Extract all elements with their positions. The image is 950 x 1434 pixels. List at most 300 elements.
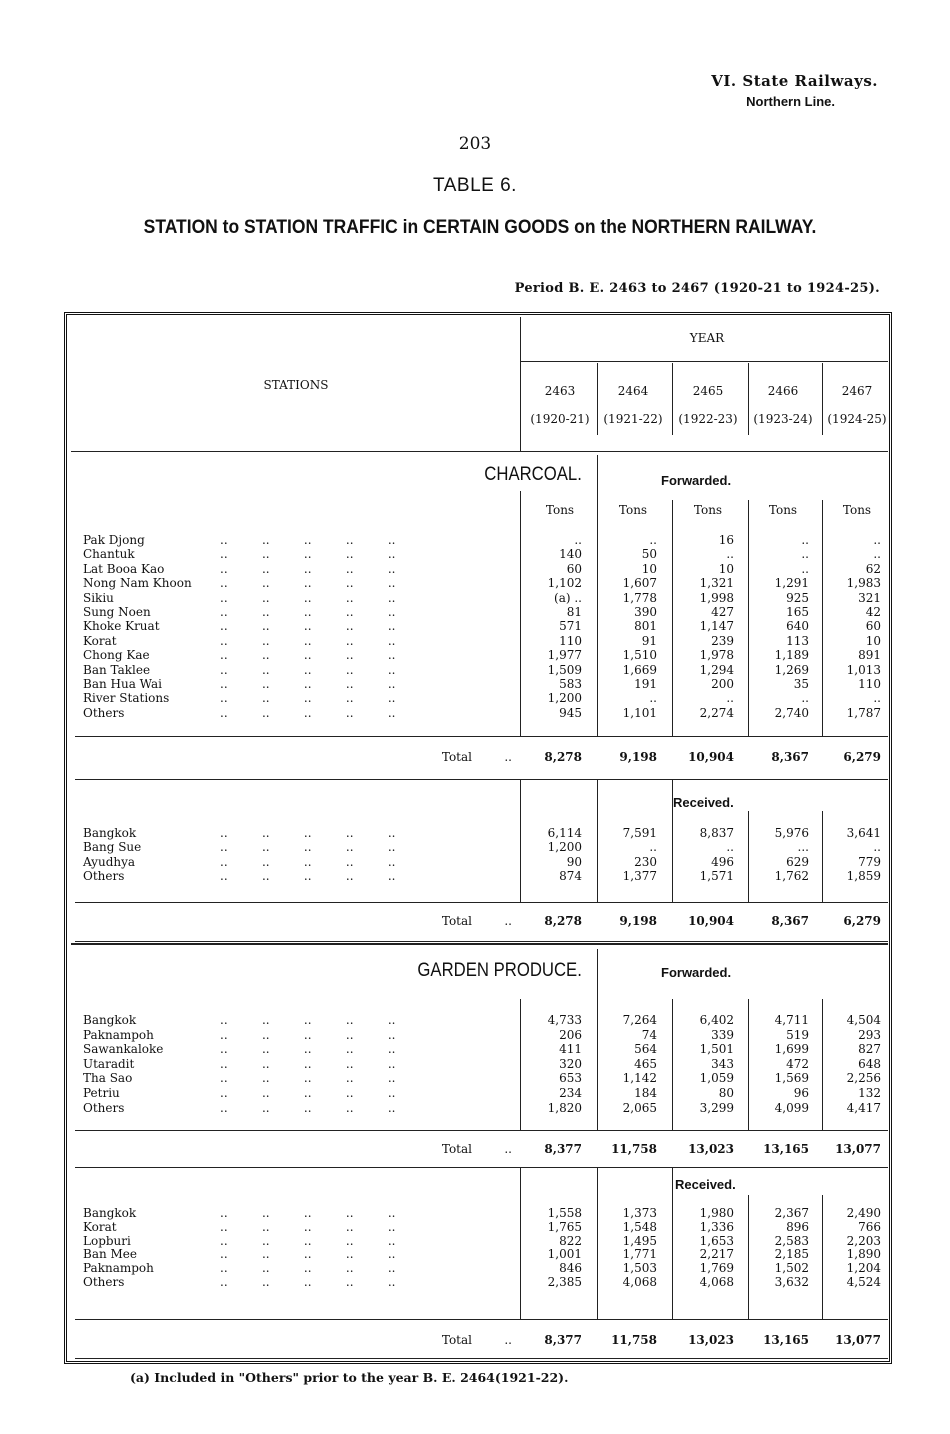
table-cell: .. xyxy=(873,691,881,706)
section-title: CHARCOAL. xyxy=(484,464,582,485)
table-cell: ... xyxy=(797,840,809,855)
column-rule xyxy=(672,779,673,902)
total-cell: 8,367 xyxy=(771,914,809,928)
leader-dots: .. .. .. .. .. xyxy=(220,705,396,720)
table-cell: 239 xyxy=(711,633,734,648)
table-cell: 50 xyxy=(641,547,657,562)
table-cell: 648 xyxy=(858,1056,881,1071)
year-divider xyxy=(822,363,823,435)
station-name: Ayudhya xyxy=(83,854,136,869)
table-cell: 1,778 xyxy=(622,590,657,605)
year-rule xyxy=(520,361,888,362)
table-cell: 1,294 xyxy=(699,662,734,677)
table-cell: 801 xyxy=(634,619,657,634)
section-rule xyxy=(71,943,888,945)
station-name: Chong Kae xyxy=(83,648,150,663)
table-cell: 846 xyxy=(559,1261,582,1276)
table-cell: 472 xyxy=(786,1056,809,1071)
block-kind: Received. xyxy=(673,795,734,810)
total-rule xyxy=(75,1358,888,1359)
total-cell: 11,758 xyxy=(611,1142,657,1156)
table-cell: .. xyxy=(649,533,657,547)
table-cell: 1,101 xyxy=(622,705,657,720)
total-rule xyxy=(75,736,888,737)
leader-dots: .. .. .. .. .. xyxy=(220,691,396,706)
total-label: Total xyxy=(441,750,472,764)
table-cell: 1,336 xyxy=(699,1219,734,1234)
station-name: Sawankaloke xyxy=(83,1042,164,1057)
table-cell: 1,142 xyxy=(622,1071,657,1086)
table-cell: 1,502 xyxy=(774,1261,809,1276)
total-cell: 13,023 xyxy=(688,1333,734,1347)
table-cell: 766 xyxy=(858,1219,881,1234)
stations-label: STATIONS xyxy=(263,378,329,392)
table-cell: 8,837 xyxy=(699,826,734,840)
station-name: Sung Noen xyxy=(83,605,151,619)
year-ad: (1922-23) xyxy=(678,412,738,426)
leader-dots: .. xyxy=(504,1333,512,1347)
station-name: Korat xyxy=(83,1219,117,1234)
total-rule xyxy=(75,902,888,903)
station-name: River Stations xyxy=(83,691,170,706)
year-ad: (1920-21) xyxy=(530,412,590,426)
leader-dots: .. .. .. .. .. xyxy=(220,561,396,576)
table-cell: 1,653 xyxy=(699,1233,734,1248)
table-cell: 891 xyxy=(858,648,881,663)
station-name: Sikiu xyxy=(83,590,114,605)
table-cell: 945 xyxy=(559,705,582,720)
table-cell: 1,771 xyxy=(622,1247,657,1262)
year-ad: (1923-24) xyxy=(753,412,813,426)
table-number: TABLE 6. xyxy=(433,175,517,196)
column-rule xyxy=(520,1167,521,1319)
table-cell: 1,983 xyxy=(846,576,881,591)
station-name: Paknampoh xyxy=(83,1027,154,1042)
table-cell: 1,977 xyxy=(547,648,582,663)
column-rule xyxy=(748,999,749,1130)
table-cell: 564 xyxy=(634,1042,657,1057)
period-label: Period B. E. 2463 to 2467 (1920-21 to 1924-25). xyxy=(514,281,880,296)
table-cell: 925 xyxy=(786,590,809,605)
table-cell: 4,733 xyxy=(547,1013,582,1027)
table-cell: 1,200 xyxy=(547,691,582,706)
table-cell: .. xyxy=(574,533,582,547)
column-rule xyxy=(822,811,823,902)
station-name: Petriu xyxy=(83,1086,120,1100)
table-cell: (a) .. xyxy=(554,590,582,605)
column-rule xyxy=(597,949,598,1001)
station-name: Tha Sao xyxy=(83,1071,133,1086)
total-cell: 8,367 xyxy=(771,750,809,764)
leader-dots: .. xyxy=(504,914,512,928)
station-name: Others xyxy=(83,705,125,720)
table-cell: 6,402 xyxy=(699,1013,734,1027)
table-cell: 200 xyxy=(711,677,734,691)
table-cell: 96 xyxy=(793,1086,809,1100)
table-cell: .. xyxy=(649,840,657,855)
station-name: Lopburi xyxy=(83,1233,131,1248)
table-cell: .. xyxy=(801,547,809,562)
table-cell: 519 xyxy=(786,1027,809,1042)
leader-dots: .. .. .. .. .. xyxy=(220,533,396,547)
leader-dots: .. .. .. .. .. xyxy=(220,677,396,691)
block-kind: Forwarded. xyxy=(661,473,732,488)
column-rule xyxy=(520,779,521,902)
table-cell: 653 xyxy=(559,1071,582,1086)
total-rule xyxy=(75,1167,888,1168)
station-name: Bang Sue xyxy=(83,840,142,855)
year-be: 2463 xyxy=(544,384,576,398)
table-cell: 132 xyxy=(858,1086,881,1100)
table-cell: 465 xyxy=(634,1056,657,1071)
station-name: Nong Nam Khoon xyxy=(83,576,192,591)
table-cell: 60 xyxy=(566,561,582,576)
table-cell: 80 xyxy=(718,1086,734,1100)
table-cell: 1,200 xyxy=(547,840,582,855)
leader-dots: .. .. .. .. .. xyxy=(220,1247,396,1262)
total-cell: 13,165 xyxy=(763,1142,809,1156)
leader-dots: .. .. .. .. .. xyxy=(220,826,396,840)
table-cell: 42 xyxy=(865,605,881,619)
table-cell: 2,740 xyxy=(774,705,809,720)
table-cell: 1,204 xyxy=(846,1261,881,1276)
table-cell: .. xyxy=(726,840,734,855)
leader-dots: .. .. .. .. .. xyxy=(220,1013,396,1027)
table-cell: 4,524 xyxy=(846,1275,881,1289)
leader-dots: .. .. .. .. .. xyxy=(220,619,396,634)
table-cell: 110 xyxy=(559,633,582,648)
table-cell: 4,417 xyxy=(846,1100,881,1115)
total-cell: 10,904 xyxy=(688,750,734,764)
table-cell: 91 xyxy=(641,633,657,648)
table-cell: 1,859 xyxy=(846,869,881,884)
column-rule xyxy=(597,455,598,508)
table-cell: 2,583 xyxy=(774,1233,809,1248)
table-cell: 1,013 xyxy=(846,662,881,677)
total-label: Total xyxy=(441,1333,472,1347)
total-cell: 6,279 xyxy=(843,914,881,928)
year-be: 2464 xyxy=(617,384,649,398)
station-name: Utaradit xyxy=(83,1056,135,1071)
column-rule xyxy=(822,1195,823,1319)
year-divider xyxy=(672,363,673,435)
leader-dots: .. .. .. .. .. xyxy=(220,1086,396,1100)
leader-dots: .. .. .. .. .. xyxy=(220,1100,396,1115)
table-cell: 1,373 xyxy=(622,1206,657,1220)
table-cell: 1,102 xyxy=(547,576,582,591)
table-cell: 779 xyxy=(858,854,881,869)
table-cell: 1,548 xyxy=(622,1219,657,1234)
table-cell: 427 xyxy=(711,605,734,619)
unit-label: Tons xyxy=(545,503,575,517)
table-cell: 874 xyxy=(559,869,582,884)
table-cell: 1,510 xyxy=(622,648,657,663)
year-ad: (1921-22) xyxy=(603,412,663,426)
table-cell: 1,769 xyxy=(699,1261,734,1276)
table-cell: 1,787 xyxy=(846,705,881,720)
table-cell: 1,998 xyxy=(699,590,734,605)
table-cell: 2,367 xyxy=(774,1206,809,1220)
unit-label: Tons xyxy=(693,503,723,517)
table-cell: 1,059 xyxy=(699,1071,734,1086)
leader-dots: .. .. .. .. .. xyxy=(220,1042,396,1057)
year-be: 2465 xyxy=(692,384,724,398)
table-cell: .. xyxy=(873,547,881,562)
leader-dots: .. .. .. .. .. xyxy=(220,1261,396,1276)
traffic-table xyxy=(64,312,892,1364)
table-cell: 2,203 xyxy=(846,1233,881,1248)
table-cell: 390 xyxy=(634,605,657,619)
total-cell: 9,198 xyxy=(619,750,657,764)
total-cell: 11,758 xyxy=(611,1333,657,1347)
table-cell: 10 xyxy=(718,561,734,576)
table-cell: 827 xyxy=(858,1042,881,1057)
page-number: 203 xyxy=(458,134,492,154)
block-kind: Received. xyxy=(675,1177,736,1192)
total-rule xyxy=(75,779,888,780)
table-cell: 1,189 xyxy=(774,648,809,663)
table-cell: 4,504 xyxy=(846,1013,881,1027)
station-name: Others xyxy=(83,1100,125,1115)
table-cell: 1,558 xyxy=(547,1206,582,1220)
leader-dots: .. .. .. .. .. xyxy=(220,662,396,677)
leader-dots: .. xyxy=(504,1142,512,1156)
year-divider xyxy=(597,363,598,435)
table-cell: 62 xyxy=(865,561,881,576)
table-cell: 230 xyxy=(634,854,657,869)
table-cell: .. xyxy=(649,691,657,706)
table-cell: 140 xyxy=(559,547,582,562)
station-name: Ban Mee xyxy=(83,1247,138,1262)
table-cell: 583 xyxy=(559,677,582,691)
table-cell: 35 xyxy=(793,677,809,691)
year-be: 2467 xyxy=(841,384,873,398)
table-cell: 1,503 xyxy=(622,1261,657,1276)
table-cell: 206 xyxy=(559,1027,582,1042)
total-cell: 8,377 xyxy=(544,1333,582,1347)
table-cell: 1,377 xyxy=(622,869,657,884)
footnote: (a) Included in "Others" prior to the year B. E. 2464(1921-22). xyxy=(130,1370,569,1385)
station-name: Chantuk xyxy=(83,547,135,562)
table-cell: 60 xyxy=(865,619,881,634)
table-cell: 4,099 xyxy=(774,1100,809,1115)
total-rule xyxy=(75,941,888,942)
total-label: Total xyxy=(441,914,472,928)
column-rule xyxy=(672,999,673,1130)
table-cell: 1,669 xyxy=(622,662,657,677)
table-cell: 629 xyxy=(786,854,809,869)
table-cell: 1,001 xyxy=(547,1247,582,1262)
station-name: Bangkok xyxy=(83,826,137,840)
leader-dots: .. .. .. .. .. xyxy=(220,1275,396,1289)
leader-dots: .. .. .. .. .. xyxy=(220,1056,396,1071)
table-cell: 4,068 xyxy=(622,1275,657,1289)
total-cell: 13,165 xyxy=(763,1333,809,1347)
column-rule xyxy=(822,999,823,1130)
column-rule xyxy=(597,1001,598,1130)
table-cell: 1,569 xyxy=(774,1071,809,1086)
table-cell: 1,978 xyxy=(699,648,734,663)
table-cell: 2,385 xyxy=(547,1275,582,1289)
table-cell: 2,185 xyxy=(774,1247,809,1262)
table-cell: 1,509 xyxy=(547,662,582,677)
column-rule xyxy=(520,491,521,736)
total-rule xyxy=(75,1319,888,1320)
table-cell: 16 xyxy=(718,533,734,547)
table-cell: 3,632 xyxy=(774,1275,809,1289)
table-cell: 165 xyxy=(786,605,809,619)
station-name: Bangkok xyxy=(83,1013,137,1027)
table-cell: 1,762 xyxy=(774,869,809,884)
table-cell: .. xyxy=(873,840,881,855)
block-kind: Forwarded. xyxy=(661,965,732,980)
header-bottom-rule xyxy=(71,451,888,452)
leader-dots: .. .. .. .. .. xyxy=(220,1219,396,1234)
unit-label: Tons xyxy=(618,503,648,517)
leader-dots: .. .. .. .. .. xyxy=(220,1027,396,1042)
leader-dots: .. .. .. .. .. xyxy=(220,1071,396,1086)
leader-dots: .. .. .. .. .. xyxy=(220,1206,396,1220)
total-cell: 10,904 xyxy=(688,914,734,928)
table-cell: 2,274 xyxy=(699,705,734,720)
table-cell: 184 xyxy=(634,1086,657,1100)
total-cell: 8,278 xyxy=(544,750,582,764)
table-cell: 1,699 xyxy=(774,1042,809,1057)
column-rule xyxy=(597,1167,598,1319)
table-cell: 1,820 xyxy=(547,1100,582,1115)
unit-label: Tons xyxy=(768,503,798,517)
table-cell: .. xyxy=(801,691,809,706)
table-cell: 110 xyxy=(858,677,881,691)
station-name: Ban Hua Wai xyxy=(83,677,162,691)
unit-label: Tons xyxy=(842,503,872,517)
table-cell: 3,641 xyxy=(846,826,881,840)
year-ad: (1924-25) xyxy=(827,412,887,426)
table-cell: 1,147 xyxy=(699,619,734,634)
column-rule xyxy=(672,500,673,736)
station-name: Bangkok xyxy=(83,1206,137,1220)
section-title: GARDEN PRODUCE. xyxy=(417,960,582,981)
station-name: Ban Taklee xyxy=(83,662,151,677)
leader-dots: .. .. .. .. .. xyxy=(220,605,396,619)
leader-dots: .. xyxy=(504,750,512,764)
table-cell: .. xyxy=(873,533,881,547)
leader-dots: .. .. .. .. .. xyxy=(220,590,396,605)
table-cell: 10 xyxy=(641,561,657,576)
column-rule xyxy=(597,508,598,736)
table-cell: 10 xyxy=(865,633,881,648)
table-cell: 293 xyxy=(858,1027,881,1042)
column-rule xyxy=(597,779,598,902)
table-cell: .. xyxy=(726,691,734,706)
table-cell: 2,256 xyxy=(846,1071,881,1086)
table-cell: 3,299 xyxy=(699,1100,734,1115)
table-cell: 1,607 xyxy=(622,576,657,591)
page-title: STATION to STATION TRAFFIC in CERTAIN GOODS on the NORTHERN RAILWAY. xyxy=(143,217,817,238)
station-name: Khoke Kruat xyxy=(83,619,160,634)
table-cell: 1,291 xyxy=(774,576,809,591)
total-cell: 13,077 xyxy=(835,1142,881,1156)
station-name: Others xyxy=(83,1275,125,1289)
table-cell: .. xyxy=(801,533,809,547)
station-name: Others xyxy=(83,869,125,884)
total-cell: 8,377 xyxy=(544,1142,582,1156)
table-cell: 7,264 xyxy=(622,1013,657,1027)
total-cell: 6,279 xyxy=(843,750,881,764)
column-rule xyxy=(748,500,749,736)
table-cell: 2,490 xyxy=(846,1206,881,1220)
table-cell: 320 xyxy=(559,1056,582,1071)
table-cell: 2,065 xyxy=(622,1100,657,1115)
column-rule xyxy=(520,999,521,1130)
column-rule xyxy=(672,1167,673,1319)
station-name: Lat Booa Kao xyxy=(83,561,165,576)
table-cell: 4,068 xyxy=(699,1275,734,1289)
table-cell: 571 xyxy=(559,619,582,634)
leader-dots: .. .. .. .. .. xyxy=(220,576,396,591)
table-cell: 343 xyxy=(711,1056,734,1071)
total-cell: 13,077 xyxy=(835,1333,881,1347)
table-cell: 5,976 xyxy=(774,826,809,840)
total-cell: 8,278 xyxy=(544,914,582,928)
table-cell: 321 xyxy=(858,590,881,605)
table-cell: 896 xyxy=(786,1219,809,1234)
table-cell: 113 xyxy=(786,633,809,648)
table-cell: 191 xyxy=(634,677,657,691)
table-cell: 2,217 xyxy=(699,1247,734,1262)
total-label: Total xyxy=(441,1142,472,1156)
year-be: 2466 xyxy=(767,384,799,398)
leader-dots: .. .. .. .. .. xyxy=(220,869,396,884)
leader-dots: .. .. .. .. .. xyxy=(220,854,396,869)
total-cell: 9,198 xyxy=(619,914,657,928)
total-rule xyxy=(75,1130,888,1131)
table-cell: 74 xyxy=(641,1027,657,1042)
station-name: Paknampoh xyxy=(83,1261,154,1276)
table-cell: .. xyxy=(726,547,734,562)
table-cell: 1,765 xyxy=(547,1219,582,1234)
year-label: YEAR xyxy=(689,331,725,345)
table-cell: 7,591 xyxy=(622,826,657,840)
table-cell: 411 xyxy=(559,1042,582,1057)
table-cell: 339 xyxy=(711,1027,734,1042)
table-cell: 1,980 xyxy=(699,1206,734,1220)
line-name: Northern Line. xyxy=(746,94,835,109)
table-cell: 822 xyxy=(559,1233,582,1248)
leader-dots: .. .. .. .. .. xyxy=(220,547,396,562)
table-cell: .. xyxy=(801,561,809,576)
column-rule xyxy=(748,1195,749,1319)
table-cell: 1,269 xyxy=(774,662,809,677)
total-cell: 13,023 xyxy=(688,1142,734,1156)
table-cell: 234 xyxy=(559,1086,582,1100)
table-cell: 81 xyxy=(566,605,582,619)
table-cell: 1,571 xyxy=(699,869,734,884)
table-cell: 1,890 xyxy=(846,1247,881,1262)
station-name: Pak Djong xyxy=(83,533,145,547)
table-cell: 496 xyxy=(711,854,734,869)
leader-dots: .. .. .. .. .. xyxy=(220,633,396,648)
table-cell: 1,495 xyxy=(622,1233,657,1248)
table-cell: 1,501 xyxy=(699,1042,734,1057)
year-divider xyxy=(748,363,749,435)
table-cell: 640 xyxy=(786,619,809,634)
station-name: Korat xyxy=(83,633,117,648)
column-rule xyxy=(822,500,823,736)
table-cell: 1,321 xyxy=(699,576,734,591)
table-cell: 6,114 xyxy=(547,826,582,840)
column-rule xyxy=(748,811,749,902)
